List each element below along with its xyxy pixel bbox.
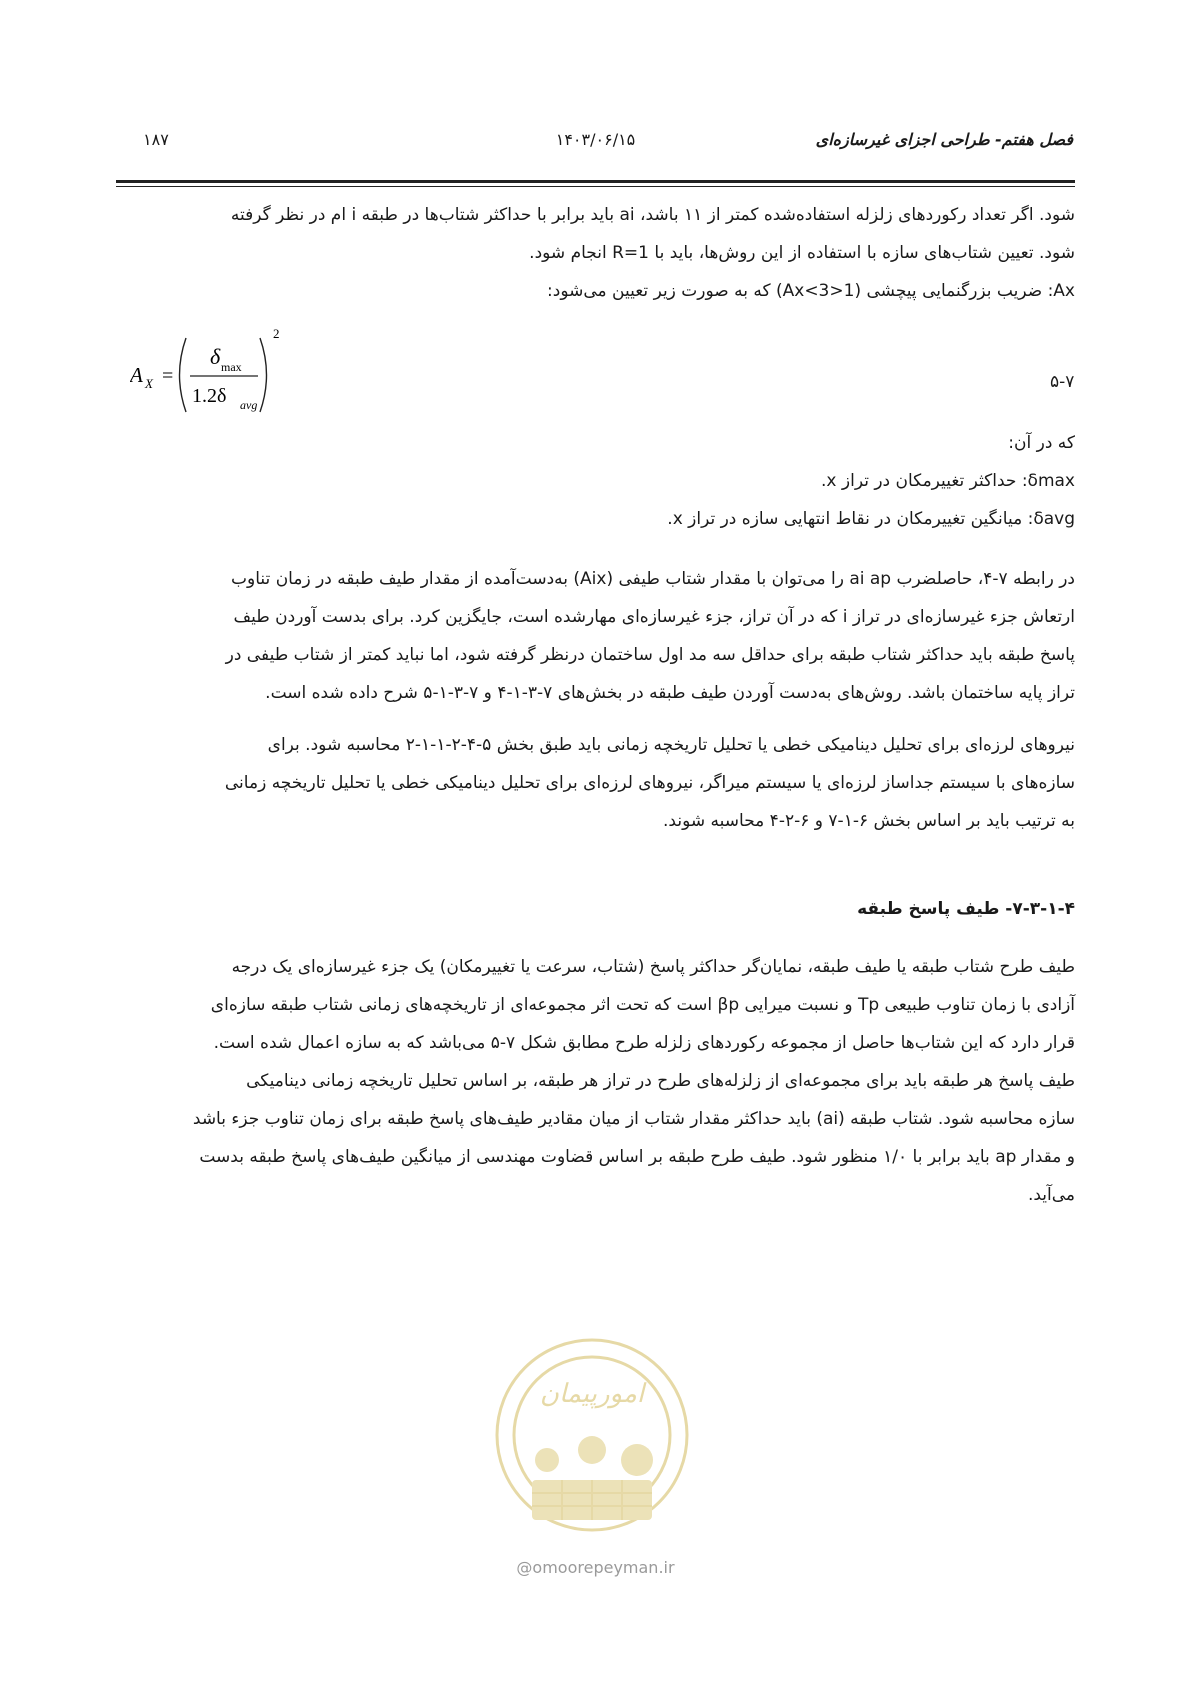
paragraph-line: و مقدار ap باید برابر با ۱/۰ منظور شود. طیف طرح طبقه بر اساس قضاوت مهندسی از میانگین طیف‌های پاسخ طبقه بدست: [199, 1147, 1075, 1167]
denominator-sub: avg: [240, 398, 258, 412]
definition-line: δavg: میانگین تغییرمکان در نقاط انتهایی سازه در تراز x.: [667, 509, 1075, 529]
intro-block: [116, 196, 1075, 310]
header-rule-thick: [116, 180, 1075, 183]
chapter-title: فصل هفتم- طراحی اجزای غیرسازه‌ای: [815, 130, 1073, 149]
paragraph-line: قرار دارد که این شتاب‌ها حاصل از مجموعه رکوردهای زلزله طرح مطابق شکل ۷-۵ می‌باشد که به سازه اعمال شده است.: [213, 1033, 1075, 1053]
paragraph-3: [116, 948, 1075, 1214]
formula-equals: =: [162, 365, 174, 387]
paragraph-2: [116, 726, 1075, 840]
paragraph-line: آزادی با زمان تناوب طبیعی Tp و نسبت میرایی βp است که تحت اثر مجموعه‌ای از تاریخچه‌های زمانی شتاب طبقه سازه‌ای: [210, 995, 1075, 1015]
paragraph-line: طیف طرح شتاب طبقه یا طیف طبقه، نمایان‌گر حداکثر پاسخ (شتاب، سرعت یا تغییرمکان) یک جزء غیرسازه‌ای یک درجه: [231, 957, 1075, 977]
section-heading: [116, 890, 1075, 928]
right-paren: [260, 338, 267, 412]
watermark-seal-logo: [487, 1330, 697, 1575]
equation-number: ۵-۷: [1050, 372, 1075, 392]
paragraph-line: سازه محاسبه شود. شتاب طبقه (ai) باید حداکثر مقدار شتاب از میان مقادیر طیف‌های پاسخ طبقه برای زمان تناوب جزء باشد: [192, 1109, 1075, 1129]
seal-text: امورپیمان: [539, 1379, 645, 1409]
intro-line: شود. تعیین شتاب‌های سازه با استفاده از این روش‌ها، باید با R=1 انجام شود.: [529, 243, 1075, 263]
definition-line: δmax: حداکثر تغییرمکان در تراز x.: [821, 471, 1075, 491]
paragraph-line: تراز پایه ساختمان باشد. روش‌های به‌دست آوردن طیف طبقه در بخش‌های ۷-۳-۱-۴ و ۷-۳-۱-۵ شرح داده شده است.: [265, 683, 1075, 703]
header-rule-thin: [116, 186, 1075, 187]
section-heading-text: ۷-۳-۱-۴- طیف پاسخ طبقه: [857, 899, 1075, 919]
torsional-amplification-formula: [130, 320, 290, 430]
paragraph-line: به ترتیب باید بر اساس بخش ۶-۱-۷ و ۶-۲-۴ محاسبه شوند.: [663, 811, 1075, 831]
header-date: ۱۴۰۳/۰۶/۱۵: [555, 130, 636, 149]
page-header: [118, 130, 1073, 160]
paragraph-line: پاسخ طبقه باید حداکثر شتاب طبقه برای حداقل سه مد اول ساختمان درنظر گرفته شود، اما نباید کمتر از شتاب طیفی در: [225, 645, 1075, 665]
numerator-delta: δ: [210, 344, 221, 369]
formula-lhs-sub: X: [145, 376, 153, 391]
page-number: ۱۸۷: [143, 130, 169, 149]
formula-lhs: A: [130, 363, 143, 387]
intro-line: شود. اگر تعداد رکوردهای زلزله استفاده‌شده کمتر از ۱۱ باشد، ai باید برابر با حداکثر شتاب‌ها در طبقه i ام در نظر گرفته: [230, 205, 1075, 225]
paragraph-line: ارتعاش جزء غیرسازه‌ای در تراز i که در آن تراز، جزء غیرسازه‌ای مهارشده است، جایگزین کرد. برای بدست آوردن طیف: [233, 607, 1075, 627]
paragraph-line: نیروهای لرزه‌ای برای تحلیل دینامیکی خطی یا تحلیل تاریخچه زمانی باید طبق بخش ۵-۴-۲-۱-۱-۲ محاسبه شود. برای: [267, 735, 1075, 755]
definition-line: که در آن:: [1008, 433, 1075, 453]
denominator: 1.2δ: [192, 385, 227, 407]
paragraph-line: می‌آید.: [1027, 1185, 1075, 1205]
watermark-url: @omoorepeyman.ir: [516, 1558, 675, 1577]
intro-line: Ax: ضریب بزرگنمایی پیچشی (1<Ax<3) که به صورت زیر تعیین می‌شود:: [547, 281, 1075, 301]
paragraph-line: در رابطه ۷-۴، حاصلضرب ai ap را می‌توان با مقدار شتاب طیفی (Aix) به‌دست‌آمده از مقدار طیف طبقه در زمان تناوب: [231, 569, 1075, 589]
formula-exponent: 2: [273, 326, 280, 341]
paragraph-1: [116, 560, 1075, 712]
numerator-sub: max: [221, 360, 242, 374]
paragraph-line: طیف پاسخ هر طبقه باید برای مجموعه‌ای از زلزله‌های طرح در تراز هر طبقه، بر اساس تحلیل تاریخچه زمانی دینامیکی: [246, 1071, 1075, 1091]
definitions-block: [116, 424, 1075, 538]
paragraph-line: سازه‌های با سیستم جداساز لرزه‌ای یا سیستم میراگر، نیروهای لرزه‌ای برای تحلیل دینامیکی خطی یا تحلیل تاریخچه زمانی: [224, 773, 1075, 793]
left-paren: [180, 338, 187, 412]
